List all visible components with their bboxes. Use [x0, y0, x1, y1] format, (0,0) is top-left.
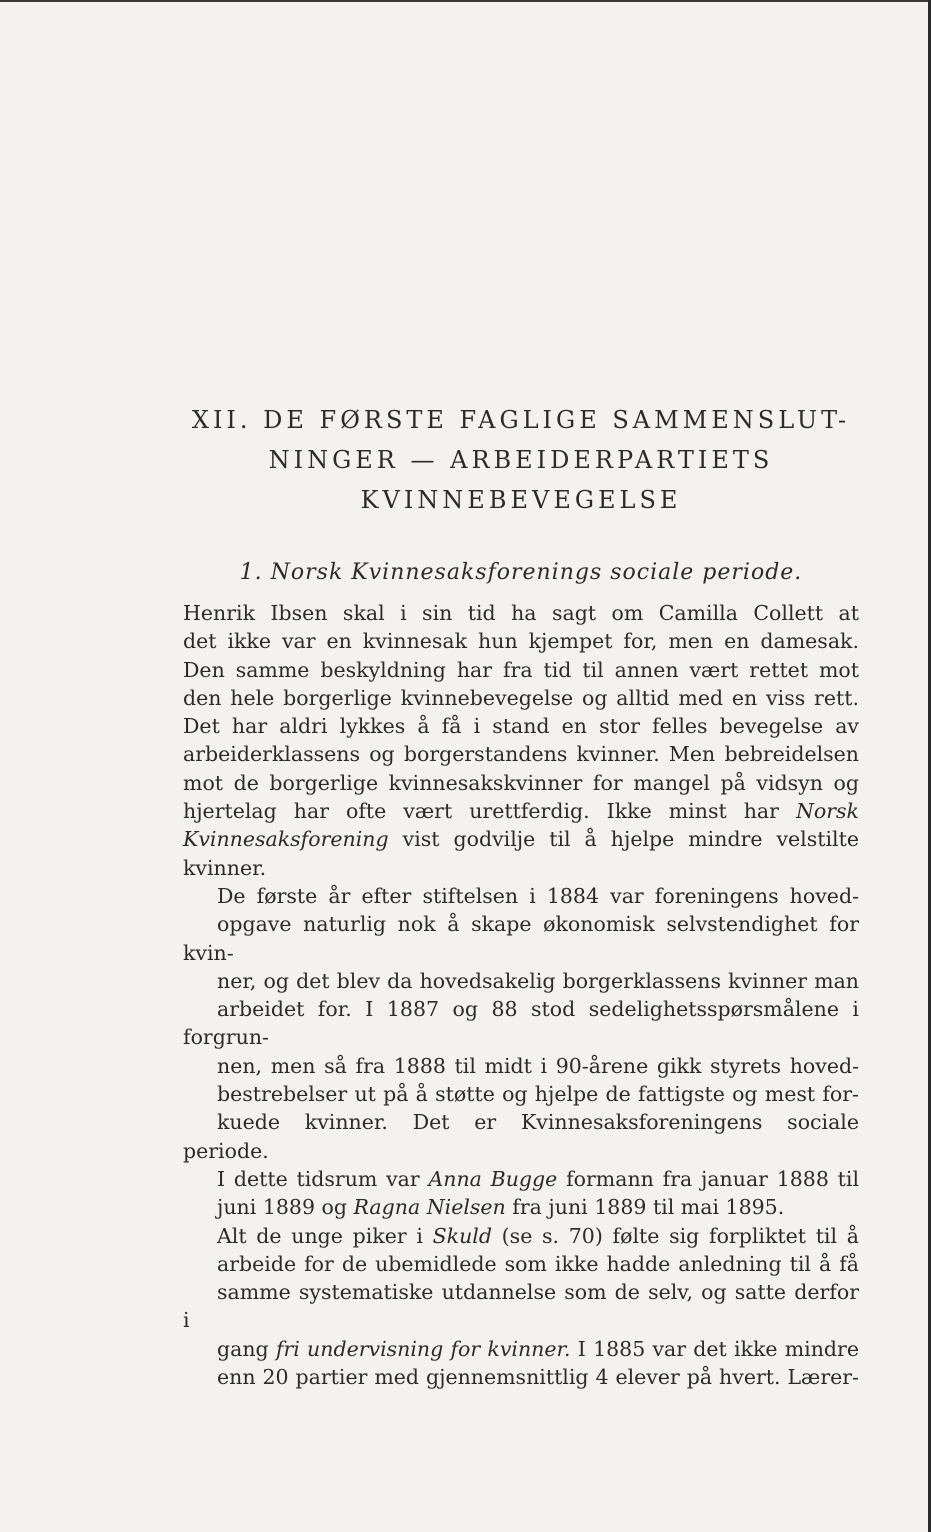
paragraph-2	[183, 882, 859, 1222]
paragraph-3	[183, 1222, 859, 1392]
p3-text: I 1885 var det ikke mindre	[577, 1336, 859, 1361]
p2-text: formann fra januar 1888 til	[566, 1166, 859, 1191]
p1-text: hjertelag har ofte vært urettferdig. Ikke minst har	[183, 799, 779, 824]
p3-line: arbeide for de ubemidlede som ikke hadde anledning til å få	[217, 1251, 859, 1276]
italic-name: Anna Bugge	[428, 1166, 558, 1191]
p3-text: Alt de unge piker i	[217, 1223, 423, 1248]
p1-line	[183, 797, 859, 825]
paragraph-1	[183, 599, 859, 882]
italic-name: Ragna Nielsen	[353, 1195, 506, 1220]
heading-line-3: KVINNEBEVEGELSE	[360, 486, 682, 514]
p1-line: kvinner.	[183, 855, 267, 880]
p1-line: Den samme beskyldning har fra tid til annen vært rettet mot	[183, 657, 859, 682]
p2-line: arbeidet for. I 1887 og 88 stod sedelighetsspørsmålene i forgrun-	[183, 997, 859, 1050]
p1-line: det ikke var en kvinnesak hun kjempet for, men en damesak.	[183, 629, 859, 654]
p1-line: Det har aldri lykkes å få i stand en stor felles bevegelse av	[183, 714, 859, 739]
p2-line: ner, og det blev da hovedsakelig borgerklassens kvinner man	[217, 968, 859, 993]
p2-line: kuede kvinner. Det er Kvinnesaksforeningens sociale periode.	[183, 1110, 859, 1163]
p1-line: arbeiderklassens og borgerstandens kvinner. Men bebreidelsen	[183, 742, 859, 767]
p1-line: Henrik Ibsen skal i sin tid ha sagt om Camilla Collett at	[183, 601, 859, 625]
italic-name: Kvinnesaksforening	[183, 827, 389, 852]
italic-name: Norsk	[795, 799, 859, 824]
p2-line	[183, 1165, 859, 1193]
p1-line: mot de borgerlige kvinnesakskvinner for mangel på vidsyn og	[183, 770, 859, 795]
top-edge-line	[0, 0, 931, 2]
p2-line: bestrebelser ut på å støtte og hjelpe de fattigste og mest for-	[217, 1082, 859, 1107]
italic-name: Skuld	[432, 1223, 492, 1248]
p3-line	[183, 1222, 859, 1250]
p2-text: juni 1889 og	[217, 1195, 347, 1220]
p3-line: enn 20 partier med gjennemsnittlig 4 elever på hvert. Lærer-	[217, 1365, 859, 1390]
p3-line	[183, 1335, 859, 1363]
p2-line: nen, men så fra 1888 til midt i 90-årene gikk styrets hoved-	[217, 1053, 859, 1078]
p2-text: I dette tidsrum var	[217, 1166, 420, 1191]
heading-line-2: NINGER — ARBEIDERPARTIETS	[268, 446, 774, 474]
p3-line: samme systematiske utdannelse som de selv, og satte derfor i	[183, 1280, 859, 1333]
p3-text: gang	[217, 1336, 269, 1361]
p2-line: opgave naturlig nok å skape økonomisk selvstendighet for kvin-	[183, 912, 859, 965]
p1-line	[183, 825, 859, 853]
section-subtitle	[183, 560, 859, 585]
p2-text: fra juni 1889 til mai 1895.	[512, 1195, 785, 1220]
section-number: 1.	[239, 560, 263, 585]
p1-line: den hele borgerlige kvinnebevegelse og alltid med en viss rett.	[183, 685, 859, 710]
p1-text: vist godvilje til å hjelpe mindre velstilte	[402, 827, 859, 852]
chapter-heading	[183, 400, 859, 520]
heading-line-1: XII. DE FØRSTE FAGLIGE SAMMENSLUT-	[191, 406, 851, 434]
italic-phrase: fri undervisning for kvinner.	[275, 1336, 571, 1361]
text-column	[183, 400, 859, 1391]
p2-line	[183, 1193, 859, 1221]
section-title: Norsk Kvinnesaksforenings sociale periode.	[270, 560, 803, 585]
p3-text: (se s. 70) følte sig forpliktet til å	[501, 1223, 859, 1248]
p2-line: De første år efter stiftelsen i 1884 var foreningens hoved-	[217, 883, 859, 908]
